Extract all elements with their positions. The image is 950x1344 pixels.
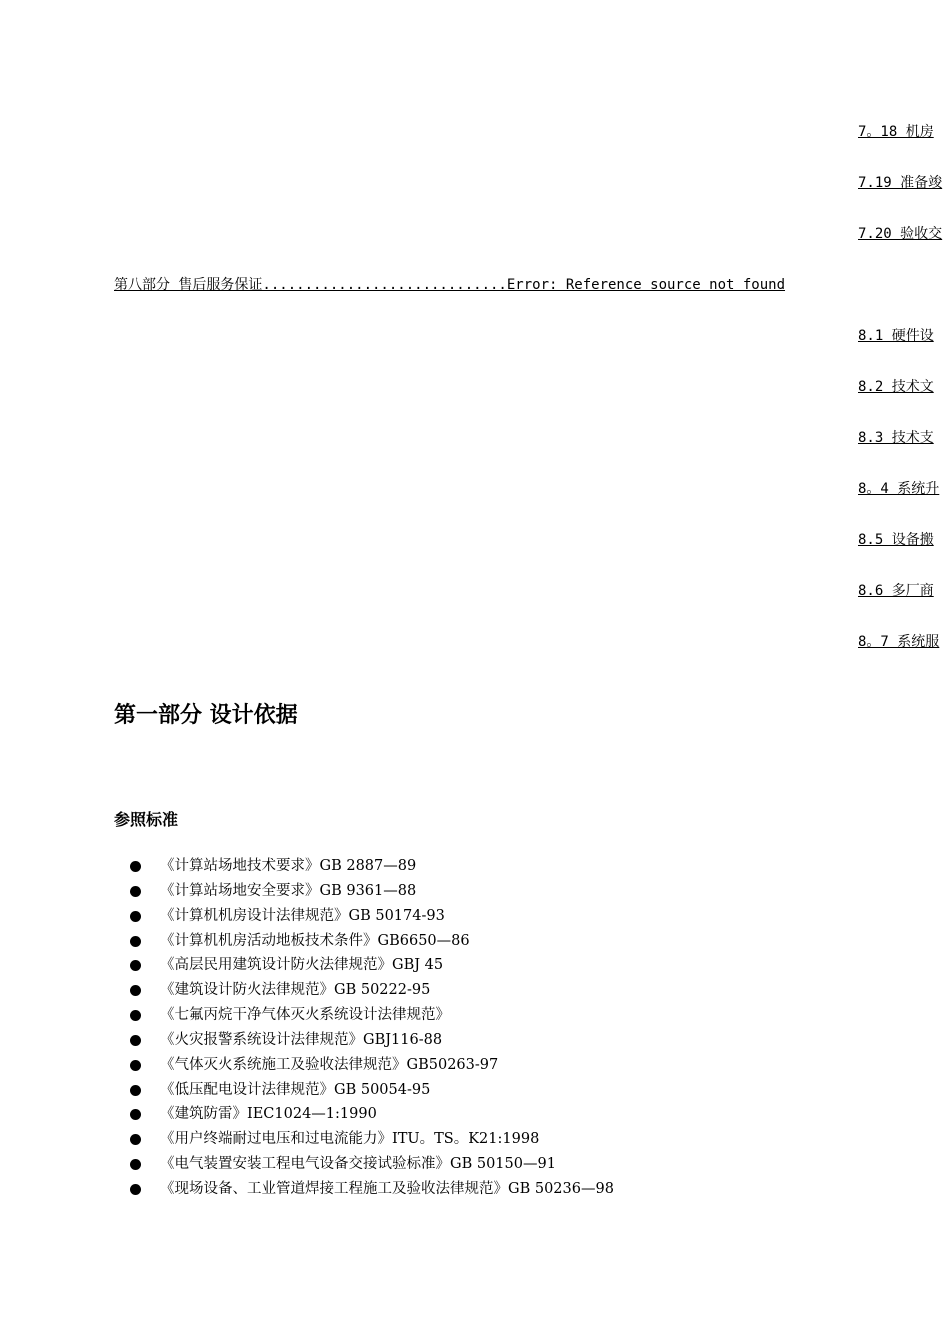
standard-text: 《计算站场地安全要求》GB 9361—88 bbox=[160, 882, 417, 899]
standard-text: 《低压配电设计法律规范》GB 50054-95 bbox=[160, 1081, 431, 1098]
toc-entry-8-2[interactable]: 8.2 技术文 bbox=[858, 379, 934, 395]
bullet-icon bbox=[130, 1035, 141, 1046]
standard-text: 《用户终端耐过电压和过电流能力》ITU。TS。K21:1998 bbox=[160, 1131, 540, 1148]
standard-text: 《计算站场地技术要求》GB 2887—89 bbox=[160, 858, 417, 874]
toc-entry-7-19[interactable]: 7.19 准备竣 bbox=[858, 175, 943, 191]
toc-entry-8-5[interactable]: 8.5 设备搬 bbox=[858, 532, 934, 548]
list-item bbox=[0, 953, 950, 978]
list-item bbox=[0, 929, 950, 954]
bullet-icon bbox=[130, 886, 141, 897]
bullet-icon bbox=[130, 911, 141, 922]
toc-entry-8-6[interactable]: 8.6 多厂商 bbox=[858, 583, 934, 599]
list-item bbox=[0, 978, 950, 1003]
list-item bbox=[0, 1177, 950, 1202]
list-item bbox=[0, 904, 950, 929]
toc-entry-7-18[interactable]: 7。18 机房 bbox=[858, 124, 934, 140]
list-item bbox=[0, 1127, 950, 1152]
standard-text: 《高层民用建筑设计防火法律规范》GBJ 45 bbox=[160, 957, 444, 974]
bullet-icon bbox=[130, 1060, 141, 1071]
list-item bbox=[0, 1152, 950, 1177]
standard-text: 《建筑设计防火法律规范》GB 50222-95 bbox=[160, 982, 431, 999]
bullet-icon bbox=[130, 1159, 141, 1170]
list-item bbox=[0, 1102, 950, 1127]
standard-text: 《计算机机房活动地板技术条件》GB6650—86 bbox=[160, 932, 470, 949]
bullet-icon bbox=[130, 1134, 141, 1145]
bullet-icon bbox=[130, 861, 141, 872]
standard-text: 《七氟丙烷干净气体灭火系统设计法律规范》 bbox=[160, 1007, 450, 1024]
bullet-icon bbox=[130, 985, 141, 996]
standard-text: 《电气装置安装工程电气设备交接试验标准》GB 50150—91 bbox=[160, 1156, 556, 1173]
toc-entry-8-3[interactable]: 8.3 技术支 bbox=[858, 430, 934, 446]
standard-text: 《气体灭火系统施工及验收法律规范》GB50263-97 bbox=[160, 1056, 499, 1073]
list-item bbox=[0, 1053, 950, 1078]
toc-entry-part-8[interactable]: 第八部分 售后服务保证.............................Error: Reference source not found bbox=[114, 277, 786, 293]
standard-text: 《建筑防雷》IEC1024—1:1990 bbox=[160, 1106, 377, 1123]
toc-entry-8-7[interactable]: 8。7 系统服 bbox=[858, 634, 940, 650]
toc-entry-7-20[interactable]: 7.20 验收交 bbox=[858, 226, 943, 242]
bullet-icon bbox=[130, 1010, 141, 1021]
list-item bbox=[0, 854, 950, 879]
toc-entry-8-1[interactable]: 8.1 硬件设 bbox=[858, 328, 934, 344]
bullet-icon bbox=[130, 1184, 141, 1195]
list-item bbox=[0, 1003, 950, 1028]
standard-text: 《现场设备、工业管道焊接工程施工及验收法律规范》GB 50236—98 bbox=[160, 1180, 614, 1197]
list-item bbox=[0, 1078, 950, 1103]
standard-text: 《火灾报警系统设计法律规范》GBJ116-88 bbox=[160, 1031, 443, 1048]
standard-text: 《计算机机房设计法律规范》GB 50174-93 bbox=[160, 907, 445, 924]
list-item bbox=[0, 1028, 950, 1053]
toc-entry-8-4[interactable]: 8。4 系统升 bbox=[858, 481, 940, 497]
bullet-icon bbox=[130, 1085, 141, 1096]
bullet-icon bbox=[130, 960, 141, 971]
section-subtitle: 参照标准 bbox=[114, 810, 179, 829]
bullet-icon bbox=[130, 1109, 141, 1120]
bullet-icon bbox=[130, 936, 141, 947]
section-title: 第一部分 设计依据 bbox=[114, 703, 298, 728]
standards-list bbox=[0, 854, 950, 1202]
list-item bbox=[0, 879, 950, 904]
